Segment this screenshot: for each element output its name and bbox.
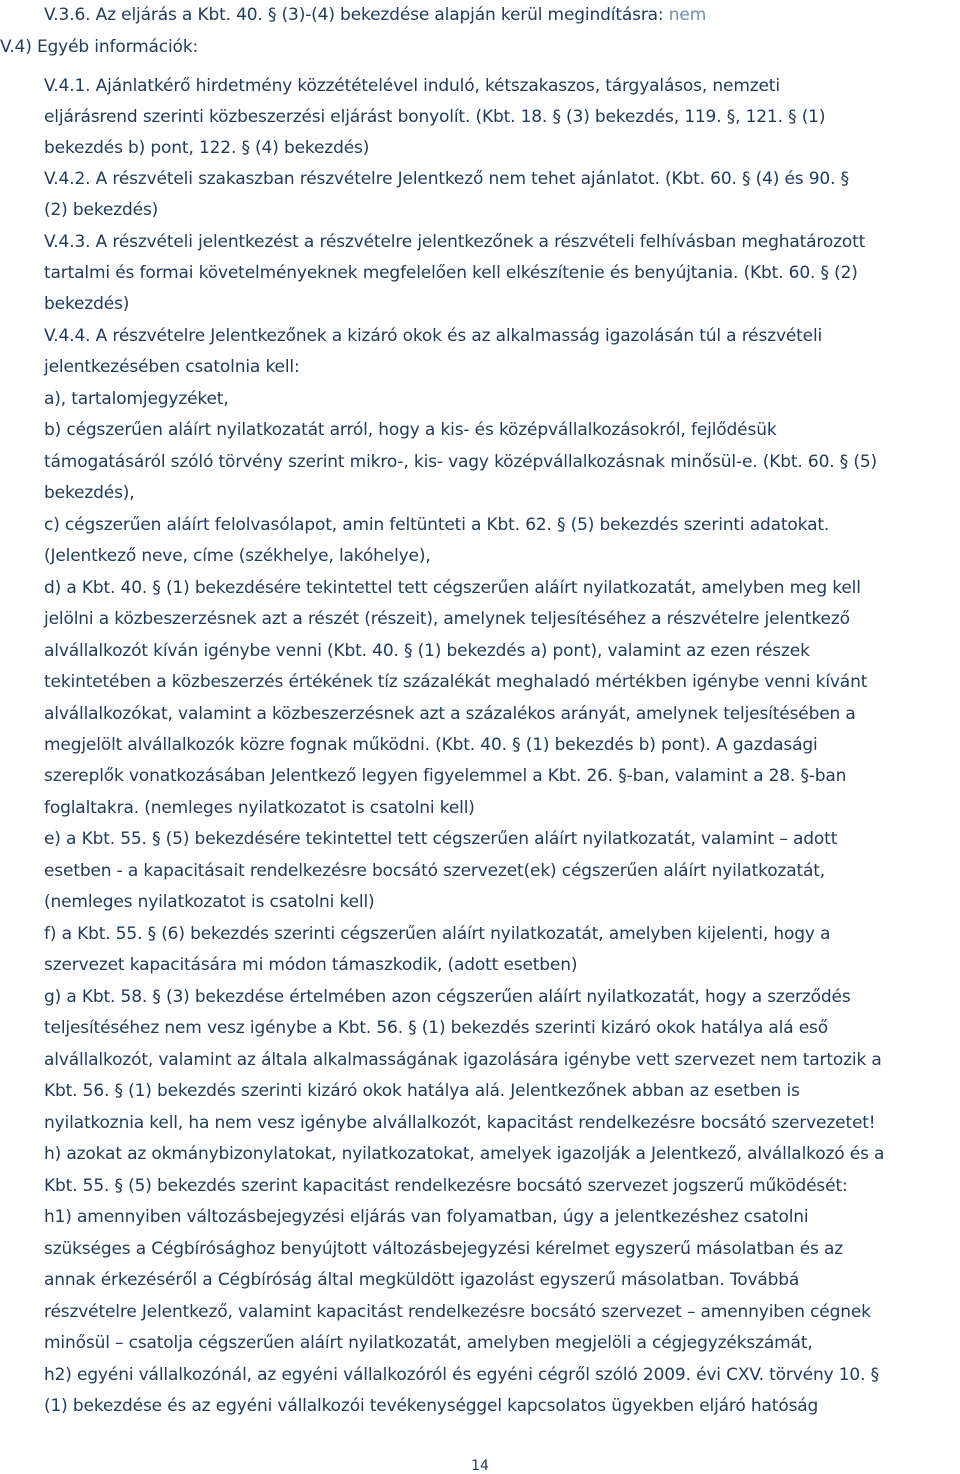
text-line: tartalmi és formai követelményeknek megfelelően kell elkészítenie és benyújtania. (Kbt. 60. § (2) bbox=[44, 263, 858, 283]
text-line: esetben - a kapacitásait rendelkezésre bocsátó szervezet(ek) cégszerűen aláírt nyilatkozatát, bbox=[44, 861, 826, 881]
text-line: szükséges a Cégbírósághoz benyújtott változásbejegyzési kérelmet egyszerű másolatban és az bbox=[44, 1239, 844, 1259]
text-line: c) cégszerűen aláírt felolvasólapot, amin feltünteti a Kbt. 62. § (5) bekezdés szerinti adatokat. bbox=[44, 515, 830, 535]
text-line: alvállalkozókat, valamint a közbeszerzésnek azt a százalékos arányát, amelynek teljesítésében a bbox=[44, 704, 856, 724]
text-line: V.4.3. A részvételi jelentkezést a részvételre jelentkezőnek a részvételi felhívásban meghatározott bbox=[44, 232, 866, 252]
text-line: (Jelentkező neve, címe (székhelye, lakóhelye), bbox=[44, 546, 431, 566]
text-line: alvállalkozót kíván igénybe venni (Kbt. 40. § (1) bekezdés a) pont), valamint az ezen részek bbox=[44, 641, 810, 661]
text-line: bekezdés b) pont, 122. § (4) bekezdés) bbox=[44, 138, 370, 158]
text-line: b) cégszerűen aláírt nyilatkozatát arról, hogy a kis- és középvállalkozásokról, fejlődésük bbox=[44, 420, 777, 440]
text-line: bekezdés), bbox=[44, 483, 135, 503]
text-line: a), tartalomjegyzéket, bbox=[44, 389, 229, 409]
text-line: tekintetében a közbeszerzés értékének tíz százalékát meghaladó mértékben igénybe venni kívánt bbox=[44, 672, 868, 692]
text-line: V.4.4. A részvételre Jelentkezőnek a kizáró okok és az alkalmasság igazolásán túl a részvételi bbox=[44, 326, 823, 346]
text-line: részvételre Jelentkező, valamint kapacitást rendelkezésre bocsátó szervezet – amennyiben cégnek bbox=[44, 1302, 871, 1322]
text-line: (nemleges nyilatkozatot is csatolni kell) bbox=[44, 892, 375, 912]
text-line: nyilatkoznia kell, ha nem vesz igénybe alvállalkozót, kapacitást rendelkezésre bocsátó szervezetet! bbox=[44, 1113, 876, 1133]
text-line: jelölni a közbeszerzésnek azt a részét (részeit), amelynek teljesítéséhez a részvételre jelentkező bbox=[44, 609, 850, 629]
text-line: annak érkezéséről a Cégbíróság által megküldött igazolást egyszerű másolatban. Továbbá bbox=[44, 1270, 800, 1290]
text-line: h1) amennyiben változásbejegyzési eljárás van folyamatban, úgy a jelentkezéshez csatolni bbox=[44, 1207, 809, 1227]
text-line: megjelölt alvállalkozók közre fognak működni. (Kbt. 40. § (1) bekezdés b) pont). A gazdasági bbox=[44, 735, 818, 755]
text-line: V.4.2. A részvételi szakaszban részvételre Jelentkező nem tehet ajánlatot. (Kbt. 60. § (4) és 90. § bbox=[44, 169, 849, 189]
text-line: d) a Kbt. 40. § (1) bekezdésére tekintettel tett cégszerűen aláírt nyilatkozatát, amelyben meg kell bbox=[44, 578, 861, 598]
text-line: teljesítéséhez nem vesz igénybe a Kbt. 56. § (1) bekezdés szerinti kizáró okok hatálya alá eső bbox=[44, 1018, 829, 1038]
text-line: támogatásáról szóló törvény szerint mikro-, kis- vagy középvállalkozásnak minősül-e. (Kbt. 60. § (5) bbox=[44, 452, 878, 472]
section-heading: V.4) Egyéb információk: bbox=[0, 37, 199, 57]
text-line: bekezdés) bbox=[44, 294, 130, 314]
text-line: h2) egyéni vállalkozónál, az egyéni vállalkozóról és egyéni cégről szóló 2009. évi CXV. törvény 10. § bbox=[44, 1365, 879, 1385]
answer-value: nem bbox=[668, 5, 707, 25]
text-line: minősül – csatolja cégszerűen aláírt nyilatkozatát, amelyben megjelöli a cégjegyzékszámát, bbox=[44, 1333, 813, 1353]
text-line: Kbt. 56. § (1) bekezdés szerinti kizáró okok hatálya alá. Jelentkezőnek abban az esetben is bbox=[44, 1081, 800, 1101]
text-line: g) a Kbt. 58. § (3) bekezdése értelmében azon cégszerűen aláírt nyilatkozatát, hogy a szerződés bbox=[44, 987, 851, 1007]
text-line: szereplők vonatkozásában Jelentkező legyen figyelemmel a Kbt. 26. §-ban, valamint a 28. §-ban bbox=[44, 766, 847, 786]
text-line: V.3.6. Az eljárás a Kbt. 40. § (3)-(4) bekezdése alapján kerül megindításra: nem bbox=[44, 5, 707, 25]
text-line: e) a Kbt. 55. § (5) bekezdésére tekintettel tett cégszerűen aláírt nyilatkozatát, valamint – adott bbox=[44, 829, 838, 849]
text-line: Kbt. 55. § (5) bekezdés szerint kapacitást rendelkezésre bocsátó szervezet jogszerű működését: bbox=[44, 1176, 848, 1196]
text-line: h) azokat az okmánybizonylatokat, nyilatkozatokat, amelyek igazolják a Jelentkező, alvállalkozó és a bbox=[44, 1144, 885, 1164]
text-line: jelentkezésében csatolnia kell: bbox=[44, 357, 300, 377]
text-line: foglaltakra. (nemleges nyilatkozatot is csatolni kell) bbox=[44, 798, 475, 818]
text-line: alvállalkozót, valamint az általa alkalmasságának igazolására igénybe vett szervezet nem tartozik a bbox=[44, 1050, 882, 1070]
text-line: eljárásrend szerinti közbeszerzési eljárást bonyolít. (Kbt. 18. § (3) bekezdés, 119. §, 121. § (1) bbox=[44, 107, 826, 127]
text-line: f) a Kbt. 55. § (6) bekezdés szerinti cégszerűen aláírt nyilatkozatát, amelyben kijelenti, hogy a bbox=[44, 924, 831, 944]
text-line: (1) bekezdése és az egyéni vállalkozói tevékenységgel kapcsolatos ügyekben eljáró hatóság bbox=[44, 1396, 819, 1416]
text-line: (2) bekezdés) bbox=[44, 200, 159, 220]
page-number: 14 bbox=[471, 1458, 489, 1474]
text-line: V.4.1. Ajánlatkérő hirdetmény közzétételével induló, kétszakaszos, tárgyalásos, nemzeti bbox=[44, 76, 780, 96]
text-line: szervezet kapacitására mi módon támaszkodik, (adott esetben) bbox=[44, 955, 578, 975]
